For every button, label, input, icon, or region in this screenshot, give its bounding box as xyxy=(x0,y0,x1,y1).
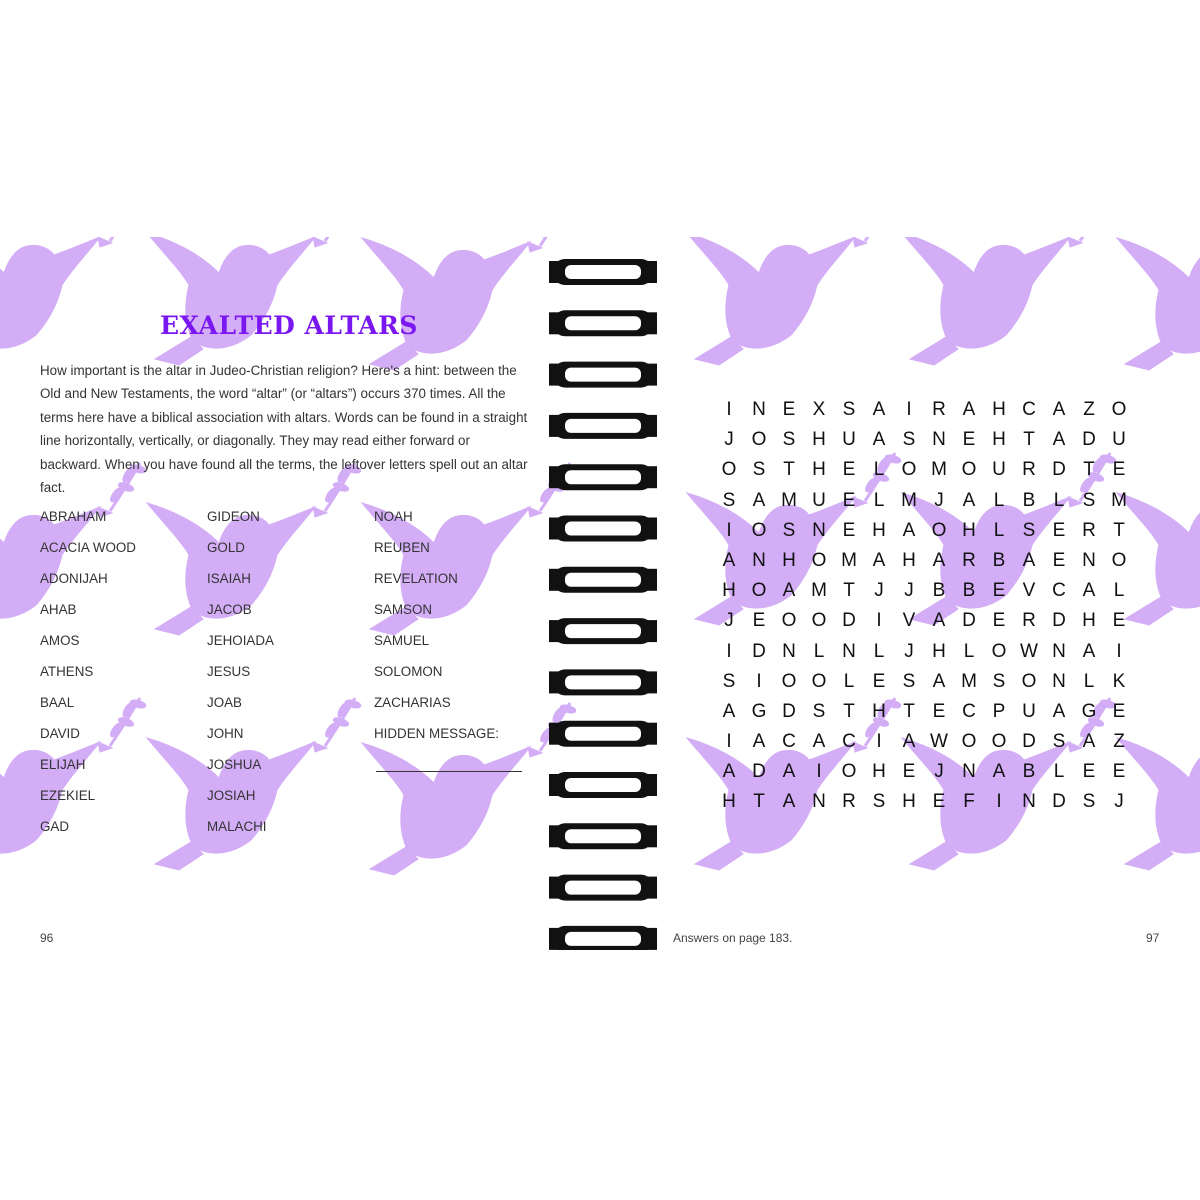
coil-ring xyxy=(549,516,657,542)
grid-letter[interactable]: E xyxy=(782,399,796,420)
puzzle-title: EXALTED ALTARS xyxy=(160,311,418,340)
coil-ring xyxy=(549,618,657,644)
grid-letter[interactable]: O xyxy=(781,610,797,632)
word-list-item: ACACIA WOOD xyxy=(40,540,136,555)
grid-letter[interactable]: M xyxy=(811,580,827,602)
grid-letter[interactable]: Z xyxy=(1083,399,1095,420)
grid-letter[interactable]: S xyxy=(782,429,796,451)
grid-letter[interactable]: L xyxy=(873,459,885,481)
grid-letter[interactable]: B xyxy=(932,580,946,602)
grid-letter[interactable]: E xyxy=(992,580,1006,602)
grid-letter[interactable]: N xyxy=(812,791,826,813)
grid-letter[interactable]: L xyxy=(873,489,885,511)
word-list-item: ABRAHAM xyxy=(40,509,107,524)
grid-letter[interactable]: O xyxy=(811,670,827,692)
grid-letter[interactable]: A xyxy=(872,429,886,451)
grid-letter[interactable]: E xyxy=(1052,519,1066,541)
grid-letter[interactable]: I xyxy=(726,731,732,753)
grid-letter[interactable]: Z xyxy=(1113,731,1125,753)
grid-letter[interactable]: O xyxy=(751,519,767,541)
grid-letter[interactable]: H xyxy=(812,429,826,451)
grid-letter[interactable]: H xyxy=(902,549,916,571)
page-number-left: 96 xyxy=(40,931,54,945)
grid-letter[interactable]: J xyxy=(724,610,734,632)
grid-letter[interactable]: O xyxy=(901,459,917,481)
grid-letter[interactable]: X xyxy=(812,399,826,420)
spiral-coil-icon xyxy=(549,237,657,950)
grid-letter[interactable]: I xyxy=(996,791,1002,813)
grid-letter[interactable]: O xyxy=(751,429,767,451)
grid-letter[interactable]: N xyxy=(1052,670,1066,692)
grid-letter[interactable]: L xyxy=(873,640,885,662)
grid-letter[interactable]: E xyxy=(992,610,1006,632)
grid-letter[interactable]: J xyxy=(934,761,944,783)
grid-letter[interactable]: A xyxy=(1082,640,1096,662)
grid-letter[interactable]: S xyxy=(722,489,736,511)
grid-letter[interactable]: A xyxy=(1052,399,1066,420)
grid-letter[interactable]: S xyxy=(722,670,736,692)
grid-letter[interactable]: T xyxy=(1023,429,1035,451)
page-number-right: 97 xyxy=(1146,931,1160,945)
grid-letter[interactable]: T xyxy=(1113,519,1125,541)
grid-letter[interactable]: E xyxy=(752,610,766,632)
grid-letter[interactable]: H xyxy=(812,459,826,481)
word-list-item: ELIJAH xyxy=(40,757,86,772)
grid-letter[interactable]: O xyxy=(811,549,827,571)
word-list-item: ZACHARIAS xyxy=(374,695,451,710)
grid-letter[interactable]: S xyxy=(842,399,856,420)
word-list-item: ISAIAH xyxy=(207,571,251,586)
grid-letter[interactable]: R xyxy=(1022,459,1036,481)
word-list-item: GIDEON xyxy=(207,509,260,524)
grid-letter[interactable]: O xyxy=(1111,399,1127,420)
hidden-message-label: HIDDEN MESSAGE: xyxy=(374,726,500,741)
grid-letter[interactable]: D xyxy=(1082,429,1096,451)
word-list-item: JOSIAH xyxy=(207,788,256,803)
grid-letter[interactable]: B xyxy=(1022,761,1036,783)
grid-letter[interactable]: D xyxy=(1052,610,1066,632)
grid-letter[interactable]: D xyxy=(752,640,766,662)
coil-ring xyxy=(549,669,657,695)
grid-letter[interactable]: T xyxy=(903,700,915,722)
grid-letter[interactable]: U xyxy=(1112,429,1126,451)
grid-letter[interactable]: H xyxy=(872,519,886,541)
coil-ring xyxy=(549,721,657,747)
grid-letter[interactable]: R xyxy=(932,399,946,420)
grid-letter[interactable]: W xyxy=(1020,640,1038,662)
answers-note: Answers on page 183. xyxy=(673,931,793,945)
coil-ring xyxy=(549,772,657,798)
grid-letter[interactable]: N xyxy=(842,640,856,662)
grid-letter[interactable]: O xyxy=(781,670,797,692)
grid-letter[interactable]: I xyxy=(726,519,732,541)
word-list-item: AMOS xyxy=(40,633,80,648)
grid-letter[interactable]: M xyxy=(901,489,917,511)
word-list-item: BAAL xyxy=(40,695,75,710)
grid-letter[interactable]: L xyxy=(1113,580,1125,602)
grid-letter[interactable]: E xyxy=(932,700,946,722)
word-list-item: SAMSON xyxy=(374,602,433,617)
word-list-item: ATHENS xyxy=(40,664,94,679)
grid-letter[interactable]: H xyxy=(722,791,736,813)
grid-letter[interactable]: H xyxy=(782,549,796,571)
grid-letter[interactable]: R xyxy=(842,791,856,813)
word-list-item: REUBEN xyxy=(374,540,430,555)
grid-letter[interactable]: L xyxy=(993,519,1005,541)
grid-letter[interactable]: H xyxy=(1082,610,1096,632)
coil-ring xyxy=(549,567,657,593)
word-list-item: AHAB xyxy=(40,602,77,617)
grid-letter[interactable]: C xyxy=(1052,580,1066,602)
grid-letter[interactable]: N xyxy=(1082,549,1096,571)
grid-letter[interactable]: M xyxy=(781,489,797,511)
grid-letter[interactable]: T xyxy=(843,580,855,602)
grid-letter[interactable]: A xyxy=(722,761,736,783)
grid-letter[interactable]: D xyxy=(1022,731,1036,753)
grid-letter[interactable]: A xyxy=(1082,731,1096,753)
puzzle-instructions: How important is the altar in Judeo-Christian religion? Here's a hint: between the Old and New Testaments, the word “altar” (or “altars”) occurs 370 times. All the terms here have a biblical association with altars. Words can be found in a straight line horizontally, vertically, or diagonally. They may read either forward or backward. When you have found all the terms, the leftover letters spell out an altar fact. xyxy=(40,363,528,496)
grid-letter[interactable]: D xyxy=(962,610,976,632)
grid-letter[interactable]: A xyxy=(722,700,736,722)
grid-letter[interactable]: A xyxy=(932,670,946,692)
word-list-item: JACOB xyxy=(207,602,252,617)
grid-letter[interactable]: E xyxy=(1082,761,1096,783)
grid-letter[interactable]: A xyxy=(962,489,976,511)
word-list-item: GAD xyxy=(40,819,70,834)
grid-letter[interactable]: N xyxy=(1022,791,1036,813)
grid-letter[interactable]: T xyxy=(753,791,765,813)
grid-letter[interactable]: L xyxy=(993,489,1005,511)
grid-letter[interactable]: O xyxy=(721,459,737,481)
word-list-item: SOLOMON xyxy=(374,664,443,679)
grid-letter[interactable]: D xyxy=(782,700,796,722)
word-list-item: NOAH xyxy=(374,509,413,524)
grid-letter[interactable]: T xyxy=(1083,459,1095,481)
grid-letter[interactable]: H xyxy=(902,791,916,813)
grid-letter[interactable]: J xyxy=(724,429,734,451)
grid-letter[interactable]: I xyxy=(876,731,882,753)
grid-letter[interactable]: A xyxy=(1022,549,1036,571)
grid-letter[interactable]: A xyxy=(812,731,826,753)
grid-letter[interactable]: N xyxy=(752,399,766,420)
grid-letter[interactable]: N xyxy=(932,429,946,451)
grid-letter[interactable]: S xyxy=(1082,489,1096,511)
word-list-item: ADONIJAH xyxy=(40,571,108,586)
book-spread xyxy=(0,237,1200,950)
grid-letter[interactable]: O xyxy=(991,731,1007,753)
grid-letter[interactable]: O xyxy=(811,610,827,632)
grid-letter[interactable]: I xyxy=(816,761,822,783)
grid-letter[interactable]: U xyxy=(842,429,856,451)
word-list-item: MALACHI xyxy=(207,819,267,834)
grid-letter[interactable]: A xyxy=(932,549,946,571)
grid-letter[interactable]: M xyxy=(961,670,977,692)
grid-letter[interactable]: U xyxy=(812,489,826,511)
grid-letter[interactable]: B xyxy=(1022,489,1036,511)
grid-letter[interactable]: J xyxy=(1114,791,1124,813)
grid-letter[interactable]: K xyxy=(1112,670,1126,692)
grid-letter[interactable]: S xyxy=(1022,519,1036,541)
grid-letter[interactable]: E xyxy=(872,670,886,692)
grid-letter[interactable]: S xyxy=(1082,791,1096,813)
grid-letter[interactable]: I xyxy=(726,640,732,662)
word-list-item: JOHN xyxy=(207,726,244,741)
grid-letter[interactable]: R xyxy=(1082,519,1096,541)
grid-letter[interactable]: S xyxy=(992,670,1006,692)
coil-ring xyxy=(549,259,657,285)
word-list-item: SAMUEL xyxy=(374,633,430,648)
grid-letter[interactable]: C xyxy=(782,731,796,753)
grid-letter[interactable]: A xyxy=(1052,700,1066,722)
grid-letter[interactable]: E xyxy=(1112,761,1126,783)
coil-ring xyxy=(549,362,657,388)
grid-letter[interactable]: L xyxy=(843,670,855,692)
grid-letter[interactable]: L xyxy=(963,640,975,662)
grid-letter[interactable]: S xyxy=(782,519,796,541)
grid-letter[interactable]: E xyxy=(1052,549,1066,571)
grid-letter[interactable]: D xyxy=(752,761,766,783)
grid-letter[interactable]: I xyxy=(726,399,732,420)
grid-letter[interactable]: H xyxy=(962,519,976,541)
grid-letter[interactable]: J xyxy=(904,580,914,602)
grid-letter[interactable]: G xyxy=(751,700,767,722)
grid-letter[interactable]: J xyxy=(904,640,914,662)
coil-ring xyxy=(549,310,657,336)
grid-letter[interactable]: R xyxy=(962,549,976,571)
grid-letter[interactable]: A xyxy=(1082,580,1096,602)
left-page xyxy=(0,237,545,950)
grid-letter[interactable]: N xyxy=(812,519,826,541)
grid-letter[interactable]: O xyxy=(961,459,977,481)
coil-ring xyxy=(549,875,657,901)
grid-letter[interactable]: N xyxy=(1052,640,1066,662)
word-list-item: EZEKIEL xyxy=(40,788,96,803)
grid-letter[interactable]: E xyxy=(842,459,856,481)
grid-letter[interactable]: H xyxy=(992,399,1006,420)
word-list-item: JESUS xyxy=(207,664,251,679)
grid-letter[interactable]: S xyxy=(872,791,886,813)
grid-letter[interactable]: E xyxy=(902,761,916,783)
grid-letter[interactable]: B xyxy=(992,549,1006,571)
grid-letter[interactable]: E xyxy=(1112,610,1126,632)
word-list-item: DAVID xyxy=(40,726,80,741)
grid-letter[interactable]: A xyxy=(1052,429,1066,451)
grid-letter[interactable]: L xyxy=(1083,670,1095,692)
grid-letter[interactable]: P xyxy=(992,700,1006,722)
right-page xyxy=(660,237,1200,950)
word-list-column-3 xyxy=(374,507,499,755)
grid-letter[interactable]: C xyxy=(962,700,976,722)
grid-letter[interactable]: H xyxy=(872,761,886,783)
grid-letter[interactable]: O xyxy=(841,761,857,783)
grid-letter[interactable]: J xyxy=(934,489,944,511)
grid-letter[interactable]: V xyxy=(902,610,916,632)
grid-letter[interactable]: G xyxy=(1081,700,1097,722)
grid-letter[interactable]: A xyxy=(872,399,886,420)
grid-letter[interactable]: D xyxy=(842,610,856,632)
word-list-item: JOSHUA xyxy=(207,757,262,772)
hidden-message-answer-line[interactable] xyxy=(376,771,522,772)
grid-letter[interactable]: E xyxy=(1112,700,1126,722)
grid-letter[interactable]: M xyxy=(841,549,857,571)
word-list-item: JEHOIADA xyxy=(207,633,274,648)
grid-letter[interactable]: N xyxy=(962,761,976,783)
grid-letter[interactable]: S xyxy=(902,670,916,692)
grid-letter[interactable]: E xyxy=(932,791,946,813)
grid-letter[interactable]: A xyxy=(902,519,916,541)
grid-letter[interactable]: A xyxy=(962,399,976,420)
grid-letter[interactable]: C xyxy=(842,731,856,753)
word-list-column-2 xyxy=(207,507,274,848)
grid-letter[interactable]: A xyxy=(992,761,1006,783)
word-search-grid[interactable] xyxy=(714,395,1134,818)
grid-letter[interactable]: S xyxy=(752,459,766,481)
word-list-item: JOAB xyxy=(207,695,242,710)
grid-letter[interactable]: H xyxy=(722,580,736,602)
coil-ring xyxy=(549,413,657,439)
grid-letter[interactable]: J xyxy=(874,580,884,602)
coil-ring xyxy=(549,926,657,950)
grid-letter[interactable]: N xyxy=(782,640,796,662)
grid-letter[interactable]: H xyxy=(992,429,1006,451)
grid-letter[interactable]: O xyxy=(931,519,947,541)
grid-letter[interactable]: I xyxy=(756,670,762,692)
word-list-item: GOLD xyxy=(207,540,245,555)
grid-letter[interactable]: A xyxy=(782,580,796,602)
grid-letter[interactable]: A xyxy=(782,761,796,783)
grid-letter[interactable]: O xyxy=(751,580,767,602)
grid-letter[interactable]: O xyxy=(961,731,977,753)
grid-letter[interactable]: A xyxy=(902,731,916,753)
grid-letter[interactable]: U xyxy=(992,459,1006,481)
grid-letter[interactable]: E xyxy=(842,519,856,541)
grid-letter[interactable]: T xyxy=(783,459,795,481)
grid-letter[interactable]: R xyxy=(1022,610,1036,632)
word-list-column-1 xyxy=(40,507,136,848)
grid-letter[interactable]: C xyxy=(1022,399,1036,420)
grid-letter[interactable]: D xyxy=(1052,459,1066,481)
grid-letter[interactable]: L xyxy=(813,640,825,662)
grid-letter[interactable]: O xyxy=(991,640,1007,662)
grid-letter[interactable]: L xyxy=(1053,489,1065,511)
grid-letter[interactable]: E xyxy=(1112,459,1126,481)
grid-letter[interactable]: I xyxy=(876,610,882,632)
grid-letter[interactable]: E xyxy=(962,429,976,451)
grid-letter[interactable]: A xyxy=(782,791,796,813)
grid-letter[interactable]: S xyxy=(812,700,826,722)
grid-letter[interactable]: A xyxy=(932,610,946,632)
grid-letter[interactable]: W xyxy=(930,731,948,753)
grid-letter[interactable]: A xyxy=(752,731,766,753)
grid-letter[interactable]: H xyxy=(932,640,946,662)
grid-letter[interactable]: E xyxy=(842,489,856,511)
grid-letter[interactable]: M xyxy=(1111,489,1127,511)
grid-letter[interactable]: V xyxy=(1022,580,1036,602)
grid-letter[interactable]: L xyxy=(1053,761,1065,783)
grid-letter[interactable]: O xyxy=(1111,549,1127,571)
grid-letter[interactable]: O xyxy=(1021,670,1037,692)
word-list-item: REVELATION xyxy=(374,571,458,586)
grid-letter[interactable]: B xyxy=(962,580,976,602)
grid-letter[interactable]: F xyxy=(963,791,975,813)
grid-letter[interactable]: S xyxy=(902,429,916,451)
grid-letter[interactable]: S xyxy=(1052,731,1066,753)
coil-ring xyxy=(549,464,657,490)
coil-ring xyxy=(549,823,657,849)
grid-letter[interactable]: A xyxy=(752,489,766,511)
grid-letter[interactable]: U xyxy=(1022,700,1036,722)
grid-letter[interactable]: A xyxy=(872,549,886,571)
grid-letter[interactable]: N xyxy=(752,549,766,571)
grid-letter[interactable]: M xyxy=(931,459,947,481)
grid-letter[interactable]: D xyxy=(1052,791,1066,813)
grid-letter[interactable]: A xyxy=(722,549,736,571)
grid-letter[interactable]: T xyxy=(843,700,855,722)
grid-letter[interactable]: I xyxy=(1116,640,1122,662)
grid-letter[interactable]: I xyxy=(906,399,912,420)
grid-letter[interactable]: H xyxy=(872,700,886,722)
